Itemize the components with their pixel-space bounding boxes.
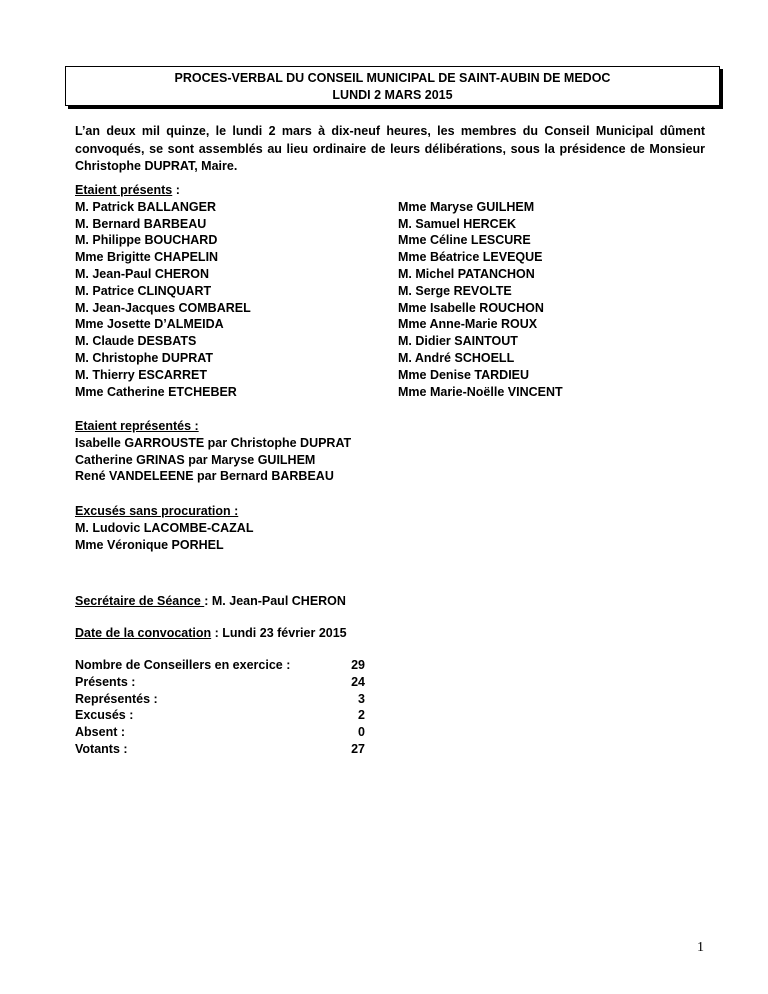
- document-title-box: [65, 66, 720, 106]
- present-section: [75, 182, 251, 400]
- list-item: M. Philippe BOUCHARD: [75, 233, 218, 248]
- excused-section: [75, 503, 253, 553]
- list-item: Mme Isabelle ROUCHON: [398, 300, 544, 315]
- table-row: Représentés : 3: [75, 691, 365, 706]
- page-number: 1: [697, 940, 704, 955]
- list-item: M. Bernard BARBEAU: [75, 216, 207, 231]
- table-row: Présents : 24: [75, 674, 365, 689]
- list-item: M. Ludovic LACOMBE-CAZAL: [75, 520, 254, 535]
- counts-table: [75, 657, 365, 758]
- intro-paragraph: L’an deux mil quinze, le lundi 2 mars à dix-neuf heures, les membres du Conseil Municipal dûment convoqués, se sont assemblés au lieu ordinaire de leurs délibérations, sous la présidence de Monsieur Christophe DUPRAT, Maire.: [75, 124, 705, 173]
- secretary-line: [75, 593, 346, 610]
- list-item: Mme Véronique PORHEL: [75, 537, 224, 552]
- list-item: Isabelle GARROUSTE par Christophe DUPRAT: [75, 435, 352, 450]
- list-item: M. Claude DESBATS: [75, 334, 197, 349]
- convocation-label: Date de la convocation: [75, 626, 212, 640]
- list-item: Mme Maryse GUILHEM: [398, 199, 535, 214]
- list-item: Mme Brigitte CHAPELIN: [75, 250, 219, 265]
- list-item: M. Patrick BALLANGER: [75, 199, 216, 214]
- list-item: M. Didier SAINTOUT: [398, 334, 518, 349]
- list-item: M. Patrice CLINQUART: [75, 283, 212, 298]
- present-list-right: [398, 199, 563, 401]
- document-date: LUNDI 2 MARS 2015: [332, 88, 453, 102]
- convocation-line: [75, 625, 347, 642]
- list-item: M. André SCHOELL: [398, 350, 515, 365]
- list-item: M. Christophe DUPRAT: [75, 350, 213, 365]
- list-item: Mme Josette D’ALMEIDA: [75, 317, 224, 332]
- represented-section: [75, 418, 351, 485]
- list-item: M. Michel PATANCHON: [398, 266, 535, 281]
- list-item: M. Serge REVOLTE: [398, 283, 512, 298]
- table-row: Excusés : 2: [75, 708, 365, 723]
- list-item: Mme Anne-Marie ROUX: [398, 317, 538, 332]
- document-title: PROCES-VERBAL DU CONSEIL MUNICIPAL DE SAINT-AUBIN DE MEDOC: [174, 71, 611, 85]
- list-item: Mme Céline LESCURE: [398, 233, 531, 248]
- represented-heading: Etaient représentés :: [75, 419, 199, 433]
- list-item: M. Jean-Jacques COMBAREL: [75, 300, 251, 315]
- table-row: Votants : 27: [75, 741, 365, 756]
- table-row: Nombre de Conseillers en exercice : 29: [75, 658, 365, 672]
- list-item: Catherine GRINAS par Maryse GUILHEM: [75, 452, 316, 467]
- secretary-value: : M. Jean-Paul CHERON: [204, 594, 346, 608]
- present-list-left: [75, 199, 251, 401]
- list-item: M. Thierry ESCARRET: [75, 367, 207, 382]
- list-item: Mme Béatrice LEVEQUE: [398, 250, 543, 265]
- list-item: Mme Catherine ETCHEBER: [75, 384, 237, 399]
- list-item: Mme Denise TARDIEU: [398, 367, 530, 382]
- list-item: M. Samuel HERCEK: [398, 216, 517, 231]
- list-item: Mme Marie-Noëlle VINCENT: [398, 384, 563, 399]
- table-row: Absent : 0: [75, 725, 365, 740]
- list-item: René VANDELEENE par Bernard BARBEAU: [75, 469, 334, 484]
- present-heading: Etaient présents :: [75, 183, 180, 197]
- list-item: M. Jean-Paul CHERON: [75, 266, 210, 281]
- excused-heading: Excusés sans procuration :: [75, 504, 239, 518]
- convocation-value: : Lundi 23 février 2015: [211, 626, 347, 640]
- secretary-label: Secrétaire de Séance: [75, 594, 205, 608]
